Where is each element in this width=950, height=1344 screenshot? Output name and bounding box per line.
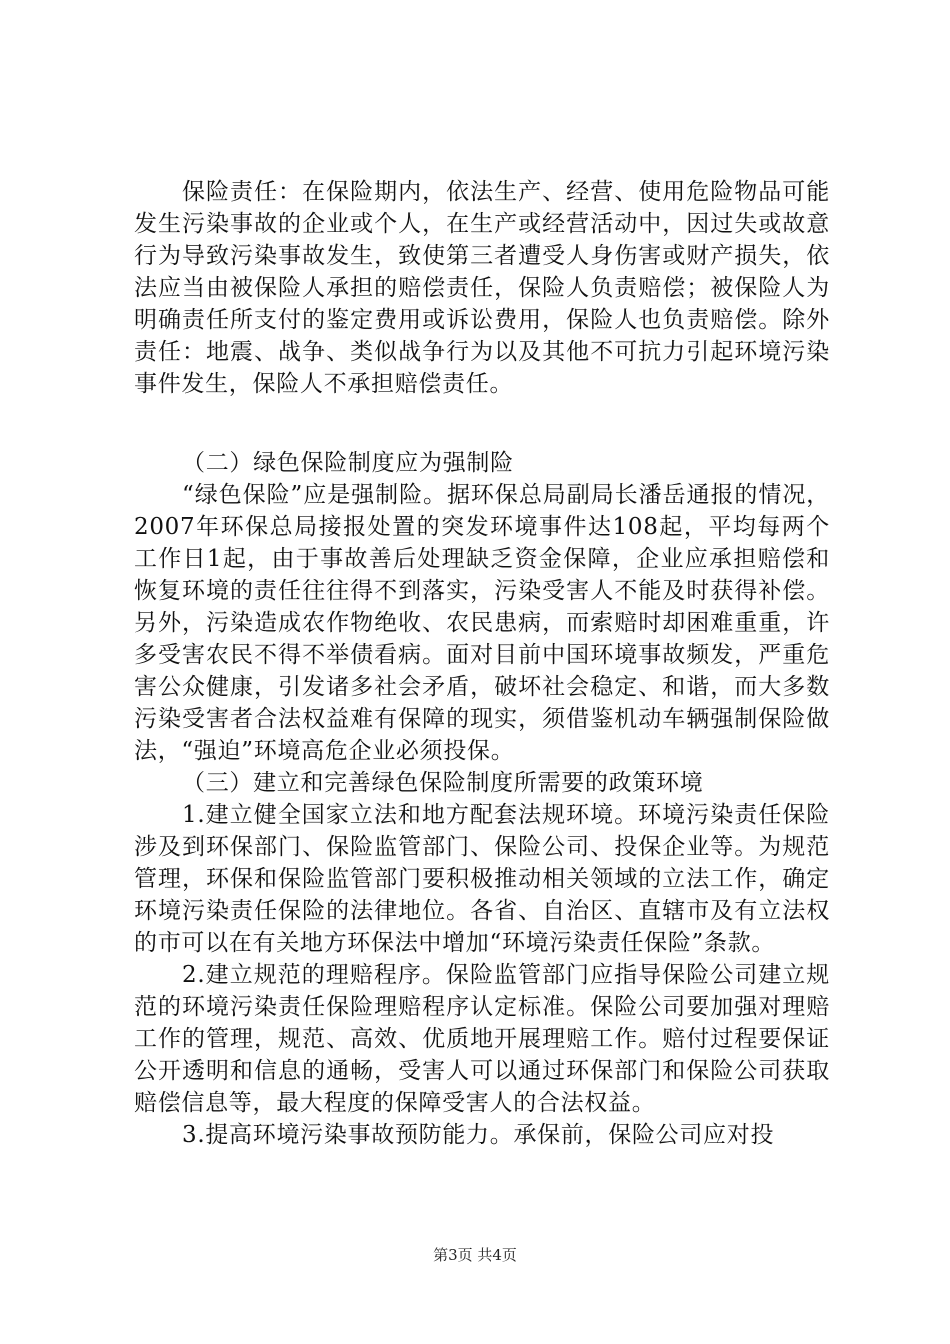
paragraph-prevention: 3.提高环境污染事故预防能力。承保前，保险公司应对投 [182, 1122, 775, 1148]
document-body [134, 176, 830, 1151]
page-footer: 第3页 共4页 [433, 1246, 517, 1264]
section-heading-3: （三）建立和完善绿色保险制度所需要的政策环境 [182, 770, 704, 796]
paragraph-gap [134, 400, 830, 447]
paragraph-legislation: 1.建立健全国家立法和地方配套法规环境。环境污染责任保险涉及到环保部门、保险监管部门、保险公司、投保企业等。为规范管理，环保和保险监管部门要积极推动相关领域的立法工作，确定环境污染责任保险的法律地位。各省、自治区、直辖市及有立法权的市可以在有关地方环保法中增加“环境污染责任保险”条款。 [134, 802, 830, 956]
paragraph-compulsory-insurance: “绿色保险”应是强制险。据环保总局副局长潘岳通报的情况，2007年环保总局接报处置的突发环境事件达108起，平均每两个工作日1起，由于事故善后处理缺乏资金保障，企业应承担赔偿和恢复环境的责任往往得不到落实，污染受害人不能及时获得补偿。另外，污染造成农作物绝收、农民患病，而索赔时却困难重重，许多受害农民不得不举债看病。面对目前中国环境事故频发，严重危害公众健康，引发诸多社会矛盾，破坏社会稳定、和谐，而大多数污染受害者合法权益难有保障的现实，须借鉴机动车辆强制保险做法，“强迫”环境高危企业必须投保。 [134, 482, 830, 764]
paragraph-insurance-liability: 保险责任：在保险期内，依法生产、经营、使用危险物品可能发生污染事故的企业或个人，在生产或经营活动中，因过失或故意行为导致污染事故发生，致使第三者遭受人身伤害或财产损失，依法应当由被保险人承担的赔偿责任，保险人负责赔偿；被保险人为明确责任所支付的鉴定费用或诉讼费用，保险人也负责赔偿。除外责任：地震、战争、类似战争行为以及其他不可抗力引起环境污染事件发生，保险人不承担赔偿责任。 [134, 179, 830, 397]
section-heading-2: （二）绿色保险制度应为强制险 [182, 450, 514, 476]
paragraph-claims-procedure: 2.建立规范的理赔程序。保险监管部门应指导保险公司建立规范的环境污染责任保险理赔程序认定标准。保险公司要加强对理赔工作的管理，规范、高效、优质地开展理赔工作。赔付过程要保证公开透明和信息的通畅，受害人可以通过环保部门和保险公司获取赔偿信息等，最大程度的保障受害人的合法权益。 [134, 962, 830, 1116]
